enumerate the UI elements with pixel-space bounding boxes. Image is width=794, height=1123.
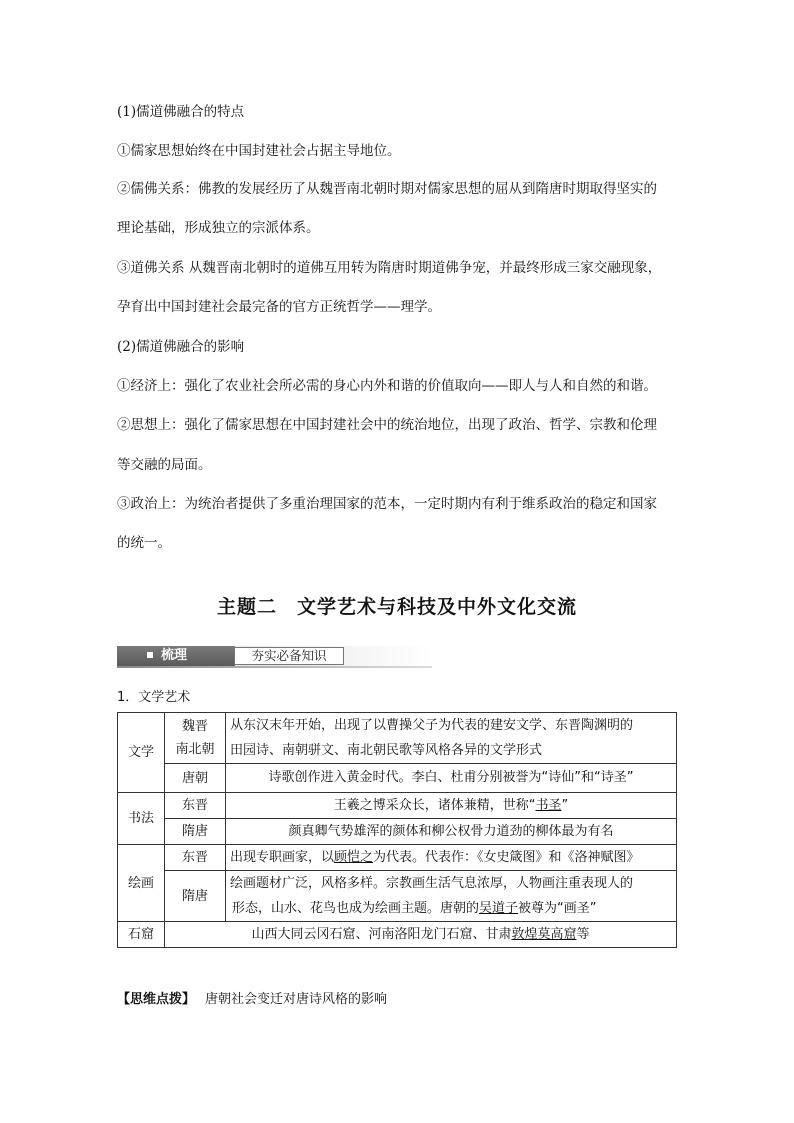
- paragraph: (2)儒道佛融合的影响: [117, 339, 245, 355]
- era-cell: 东晋: [165, 845, 226, 871]
- content-cell: 诗歌创作进入黄金时代。李白、杜甫分别被誉为“诗仙”和“诗圣”: [226, 764, 677, 793]
- content-cell: [226, 713, 677, 764]
- content-cell: [226, 871, 677, 922]
- paragraph: 理论基础，形成独立的宗派体系。: [117, 220, 320, 236]
- banner-tag-label: 梳理: [161, 648, 188, 663]
- content-cell: 颜真卿气势雄浑的颜体和柳公权骨力道劲的柳体最为有名: [226, 819, 677, 845]
- content-cell: [226, 793, 677, 819]
- section-banner: [117, 646, 432, 668]
- content-text: ”: [561, 798, 569, 813]
- content-text: 王羲之博采众长，诸体兼精，世称“: [333, 798, 536, 813]
- table-row: [118, 871, 677, 922]
- content-line: [230, 896, 672, 921]
- era-cell: 唐朝: [165, 764, 226, 793]
- tip-label: 【思维点拨】: [117, 992, 196, 1007]
- banner-underline: [117, 666, 432, 668]
- subheading: 1．文学艺术: [117, 690, 191, 705]
- content-text: 为代表。代表作：《女史箴图》和《洛神赋图》: [373, 850, 640, 865]
- content-cell: [226, 845, 677, 871]
- content-text: 山西大同云冈石窟、河南洛阳龙门石窟、甘肃: [251, 927, 512, 942]
- thinking-tip: [117, 988, 387, 1007]
- paragraph: ②思想上：强化了儒家思想在中国封建社会中的统治地位，出现了政治、哲学、宗教和伦理: [117, 417, 657, 433]
- paragraph: ①儒家思想始终在中国封建社会占据主导地位。: [117, 143, 401, 159]
- category-cell: 石窟: [118, 922, 165, 948]
- paragraph: ③道佛关系 从魏晋南北朝时的道佛互用转为隋唐时期道佛争宠，并最终形成三家交融现象，: [117, 260, 662, 276]
- square-icon: [147, 652, 153, 658]
- category-cell: 书法: [118, 793, 165, 845]
- era-cell: 魏晋 南北朝: [165, 713, 226, 764]
- category-cell: 文学: [118, 713, 165, 793]
- paragraph: 孕育出中国封建社会最完备的官方正统哲学——理学。: [117, 299, 441, 315]
- content-line: 从东汉末年开始，出现了以曹操父子为代表的建安文学、东晋陶渊明的: [230, 718, 634, 733]
- table-row: [118, 713, 677, 764]
- table-row: [118, 764, 677, 793]
- underlined-term: 敦煌莫高窟: [511, 927, 577, 942]
- section-title: 主题二 文学艺术与科技及中外文化交流: [216, 596, 577, 618]
- content-line: 田园诗、南朝骈文、南北朝民歌等风格各异的文学形式: [230, 743, 543, 758]
- table-row: [118, 793, 677, 819]
- era-cell: 隋唐: [165, 871, 226, 922]
- content-text: 被尊为“画圣”: [518, 901, 597, 916]
- era-cell: 东晋: [165, 793, 226, 819]
- era-cell: 隋唐: [165, 819, 226, 845]
- paragraph: 等交融的局面。: [117, 457, 212, 473]
- content-text: 形态，山水、花鸟也成为绘画主题。唐朝的: [232, 901, 480, 916]
- content-cell: [165, 922, 677, 948]
- literature-art-table: [117, 712, 677, 948]
- paragraph: (1)儒道佛融合的特点: [117, 104, 245, 120]
- content-text: 出现专职画家，以: [230, 850, 335, 865]
- banner-label: 夯实必备知识: [234, 647, 344, 665]
- underlined-term: 吴道子: [479, 901, 519, 916]
- content-line: 绘画题材广泛，风格多样。宗教画生活气息浓厚，人物画注重表现人的: [230, 876, 634, 891]
- underlined-term: 书圣: [535, 798, 562, 813]
- paragraph: ③政治上：为统治者提供了多重治理国家的范本，一定时期内有利于维系政治的稳定和国家: [117, 496, 657, 512]
- content-text: 等: [576, 927, 590, 942]
- paragraph: ①经济上：强化了农业社会所必需的身心内外和谐的价值取向——即人与人和自然的和谐。: [117, 378, 657, 394]
- underlined-term: 顾恺之: [334, 850, 374, 865]
- paragraph: ②儒佛关系：佛教的发展经历了从魏晋南北朝时期对儒家思想的屈从到隋唐时期取得坚实的: [117, 181, 657, 197]
- table-row: [118, 922, 677, 948]
- banner-tag: [117, 646, 235, 666]
- table-row: [118, 845, 677, 871]
- table-row: [118, 819, 677, 845]
- category-cell: 绘画: [118, 845, 165, 922]
- tip-text: 唐朝社会变迁对唐诗风格的影响: [205, 992, 388, 1007]
- paragraph: 的统一。: [117, 535, 171, 551]
